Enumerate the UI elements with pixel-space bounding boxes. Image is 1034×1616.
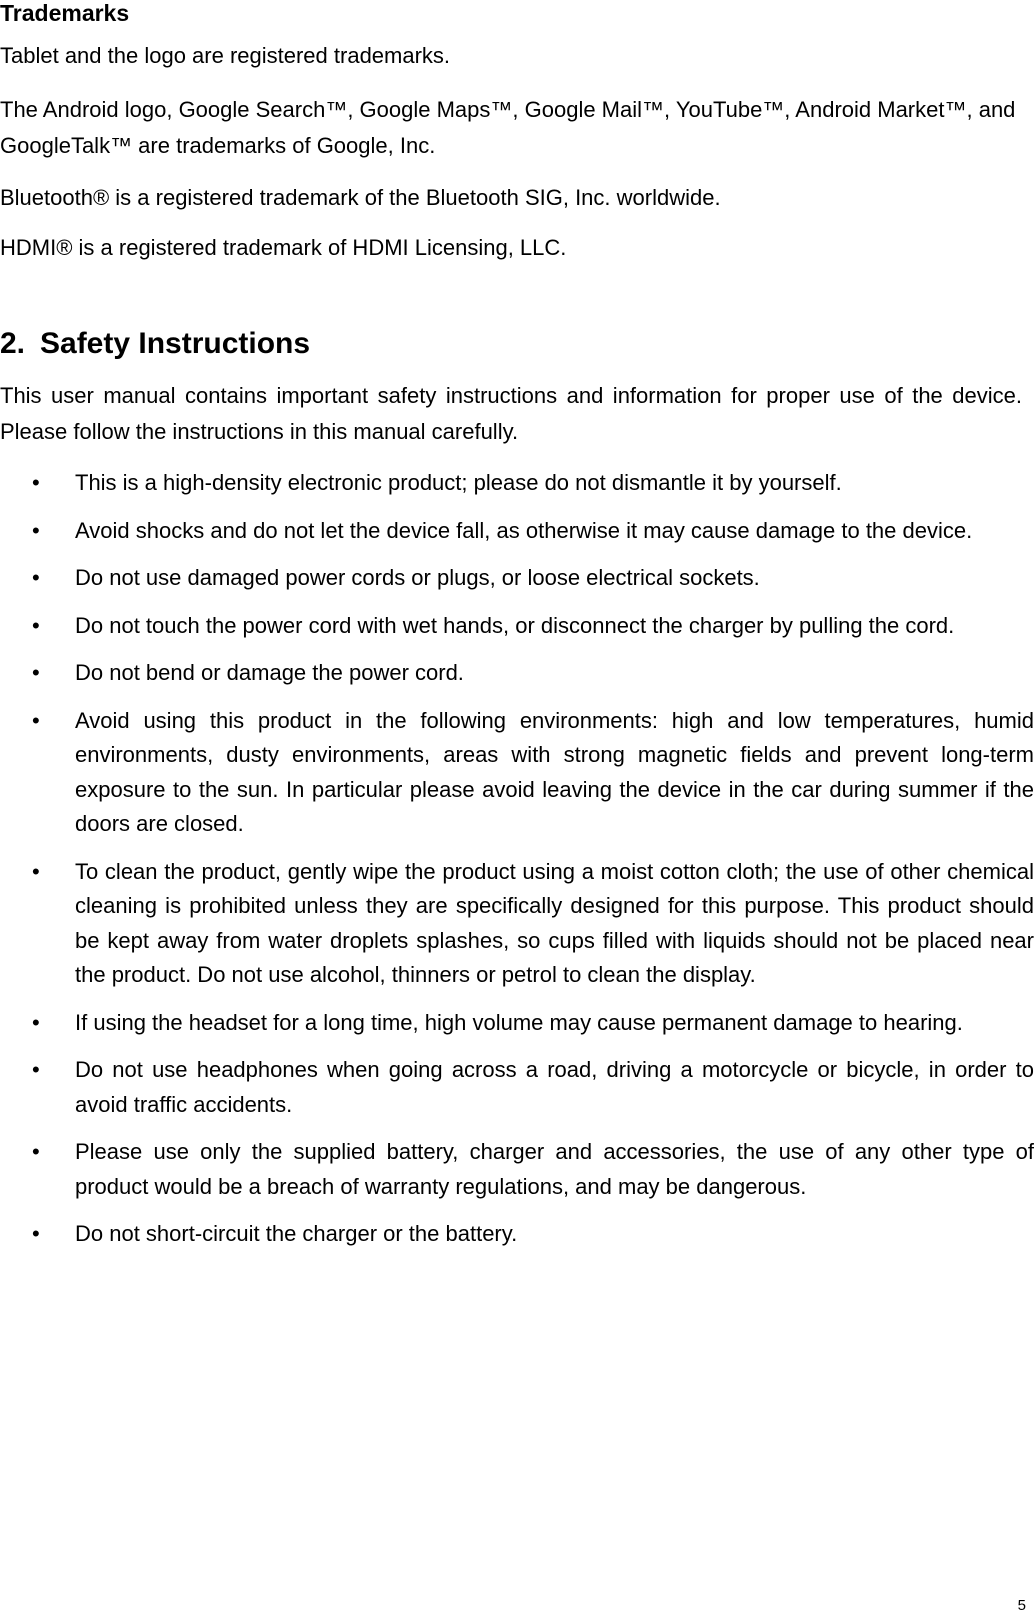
trademark-paragraph: Bluetooth® is a registered trademark of the Bluetooth SIG, Inc. worldwide. bbox=[0, 185, 721, 210]
bullet-icon: • bbox=[32, 565, 40, 590]
section-number: 2. bbox=[0, 327, 26, 360]
list-item-text: Do not use headphones when going across a road, driving a motorcycle or bicycle, in order to avoid traffic accidents. bbox=[75, 1057, 1034, 1117]
list-item-text: Avoid shocks and do not let the device fall, as otherwise it may cause damage to the device. bbox=[75, 517, 973, 543]
list-item-text: Avoid using this product in the following environments: high and low temperatures, humid environments, dusty environments, areas with strong magnetic fields and prevent long-term exposure to the sun. In particular please avoid leaving the device in the car during summer if the doors are closed. bbox=[75, 707, 1034, 836]
list-item bbox=[0, 1053, 1034, 1122]
list-item bbox=[0, 656, 1034, 691]
bullet-icon: • bbox=[32, 660, 40, 685]
section-intro: This user manual contains important safety instructions and information for proper use of the device. Please follow the instructions in this manual carefully. bbox=[0, 383, 1022, 444]
trademark-paragraph: HDMI® is a registered trademark of HDMI Licensing, LLC. bbox=[0, 235, 567, 260]
bullet-icon: • bbox=[32, 1057, 40, 1082]
list-item bbox=[0, 1006, 1034, 1041]
bullet-icon: • bbox=[32, 1221, 40, 1246]
list-item bbox=[0, 1135, 1034, 1204]
list-item bbox=[0, 855, 1034, 993]
list-item bbox=[0, 1217, 1034, 1252]
bullet-icon: • bbox=[32, 517, 40, 543]
list-item-text: Do not touch the power cord with wet hands, or disconnect the charger by pulling the cord. bbox=[75, 612, 955, 638]
trademark-paragraph: Tablet and the logo are registered trademarks. bbox=[0, 43, 451, 68]
list-item-text: Do not use damaged power cords or plugs, or loose electrical sockets. bbox=[75, 565, 760, 590]
list-item bbox=[0, 704, 1034, 842]
list-item-text: If using the headset for a long time, high volume may cause permanent damage to hearing. bbox=[75, 1009, 963, 1035]
bullet-icon: • bbox=[32, 470, 40, 495]
list-item-text: To clean the product, gently wipe the product using a moist cotton cloth; the use of other chemical cleaning is prohibited unless they are specifically designed for this purpose. This product should be kept away from water droplets splashes, so cups filled with liquids should not be placed near the product. Do not use alcohol, thinners or petrol to clean the display. bbox=[75, 858, 1034, 987]
list-item bbox=[0, 561, 1034, 596]
bullet-icon: • bbox=[32, 612, 40, 638]
safety-instructions-list bbox=[0, 466, 1034, 1265]
list-item bbox=[0, 466, 1034, 501]
list-item bbox=[0, 514, 1034, 549]
bullet-icon: • bbox=[32, 1009, 40, 1035]
list-item-text: Do not short-circuit the charger or the battery. bbox=[75, 1221, 518, 1246]
bullet-icon: • bbox=[32, 858, 40, 884]
section-title: Safety Instructions bbox=[40, 327, 311, 360]
list-item bbox=[0, 609, 1034, 644]
section-heading bbox=[0, 322, 310, 366]
bullet-icon: • bbox=[32, 707, 40, 733]
bullet-icon: • bbox=[32, 1139, 40, 1164]
list-item-text: This is a high-density electronic product; please do not dismantle it by yourself. bbox=[75, 470, 842, 495]
list-item-text: Do not bend or damage the power cord. bbox=[75, 660, 464, 685]
list-item-text: Please use only the supplied battery, charger and accessories, the use of any other type of product would be a breach of warranty regulations, and may be dangerous. bbox=[75, 1139, 1034, 1199]
trademarks-heading: Trademarks bbox=[0, 0, 130, 26]
trademark-paragraph: The Android logo, Google Search™, Google Maps™, Google Mail™, YouTube™, Android Market™, and GoogleTalk™ are trademarks of Google, Inc. bbox=[0, 97, 1016, 158]
page-number: 5 bbox=[1017, 1597, 1026, 1614]
